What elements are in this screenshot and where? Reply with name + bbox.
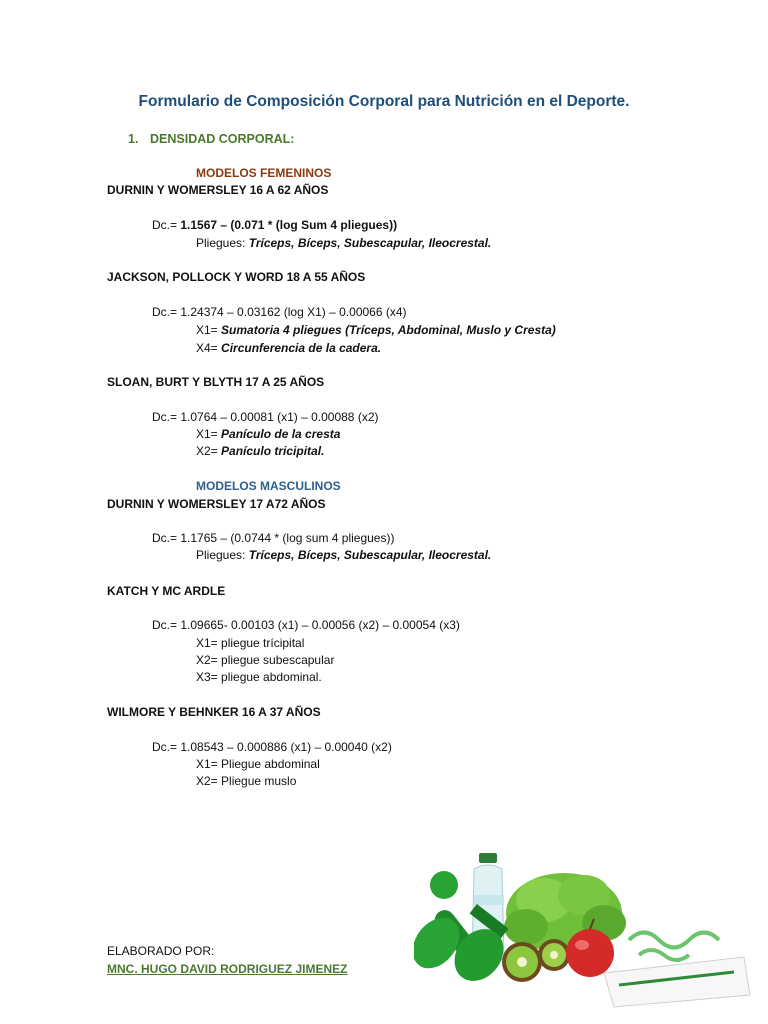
wilmore-heading: WILMORE Y BEHNKER 16 A 37 AÑOS: [107, 705, 321, 719]
katch-heading: KATCH Y MC ARDLE: [107, 584, 226, 598]
sloan-x1: [196, 427, 340, 441]
page-title: Formulario de Composición Corporal para Nutrición en el Deporte.: [138, 93, 630, 110]
nutrition-fitness-illustration: [414, 845, 754, 1010]
var-value: Tríceps, Bíceps, Subescapular, Ileocrestal.: [248, 548, 492, 562]
durnin-male-pliegues: [196, 548, 491, 562]
author-name: MNC. HUGO DAVID RODRIGUEZ JIMENEZ: [107, 962, 348, 976]
katch-x3: X3= pliegue abdominal.: [196, 670, 322, 684]
var-value: Circunferencia de la cadera.: [221, 341, 382, 355]
var-value: Sumatoria 4 pliegues (Tríceps, Abdominal, Muslo y Cresta): [221, 323, 556, 337]
footer-label: ELABORADO POR:: [107, 944, 215, 958]
measuring-tape-icon: [629, 933, 719, 961]
sloan-formula: Dc.= 1.0764 – 0.00081 (x1) – 0.00088 (x2): [152, 410, 379, 424]
var-value: Panículo de la cresta: [221, 427, 341, 441]
female-models-subtitle: MODELOS FEMENINOS: [196, 166, 332, 180]
formula-body: 1.1567 – (0.071 * (log Sum 4 pliegues)): [180, 218, 398, 232]
jackson-formula: Dc.= 1.24374 – 0.03162 (log X1) – 0.00066 (x4): [152, 305, 407, 319]
var-label: X4=: [196, 341, 222, 355]
durnin-female-heading: DURNIN Y WOMERSLEY 16 A 62 AÑOS: [107, 183, 329, 197]
wilmore-x1: X1= Pliegue abdominal: [196, 757, 320, 771]
section-label: DENSIDAD CORPORAL:: [150, 132, 295, 146]
jackson-x4: [196, 341, 381, 355]
durnin-female-pliegues: [196, 236, 491, 250]
jackson-heading: JACKSON, POLLOCK Y WORD 18 A 55 AÑOS: [107, 270, 366, 284]
var-label: Pliegues:: [196, 236, 249, 250]
wilmore-x2: X2= Pliegue muslo: [196, 774, 297, 788]
var-label: Pliegues:: [196, 548, 249, 562]
wilmore-formula: Dc.= 1.08543 – 0.000886 (x1) – 0.00040 (x2): [152, 740, 392, 754]
var-value: Tríceps, Bíceps, Subescapular, Ileocrestal.: [248, 236, 492, 250]
formula-prefix: Dc.=: [152, 218, 181, 232]
katch-formula: Dc.= 1.09665- 0.00103 (x1) – 0.00056 (x2) – 0.00054 (x3): [152, 618, 460, 632]
var-label: X1=: [196, 323, 222, 337]
durnin-male-heading: DURNIN Y WOMERSLEY 17 A72 AÑOS: [107, 497, 326, 511]
durnin-female-formula: [152, 218, 397, 232]
notepad-icon: [604, 957, 750, 1007]
var-label: X1=: [196, 427, 222, 441]
section-heading: [128, 132, 294, 146]
katch-x2: X2= pliegue subescapular: [196, 653, 335, 667]
sloan-heading: SLOAN, BURT Y BLYTH 17 A 25 AÑOS: [107, 375, 325, 389]
sloan-x2: [196, 444, 324, 458]
male-models-subtitle: MODELOS MASCULINOS: [196, 479, 341, 493]
section-number: 1.: [128, 132, 139, 146]
katch-x1: X1= pliegue trícipital: [196, 636, 305, 650]
var-value: Panículo tricipital.: [221, 444, 325, 458]
jackson-x1: [196, 323, 556, 337]
var-label: X2=: [196, 444, 222, 458]
durnin-male-formula: Dc.= 1.1765 – (0.0744 * (log sum 4 pliegues)): [152, 531, 395, 545]
